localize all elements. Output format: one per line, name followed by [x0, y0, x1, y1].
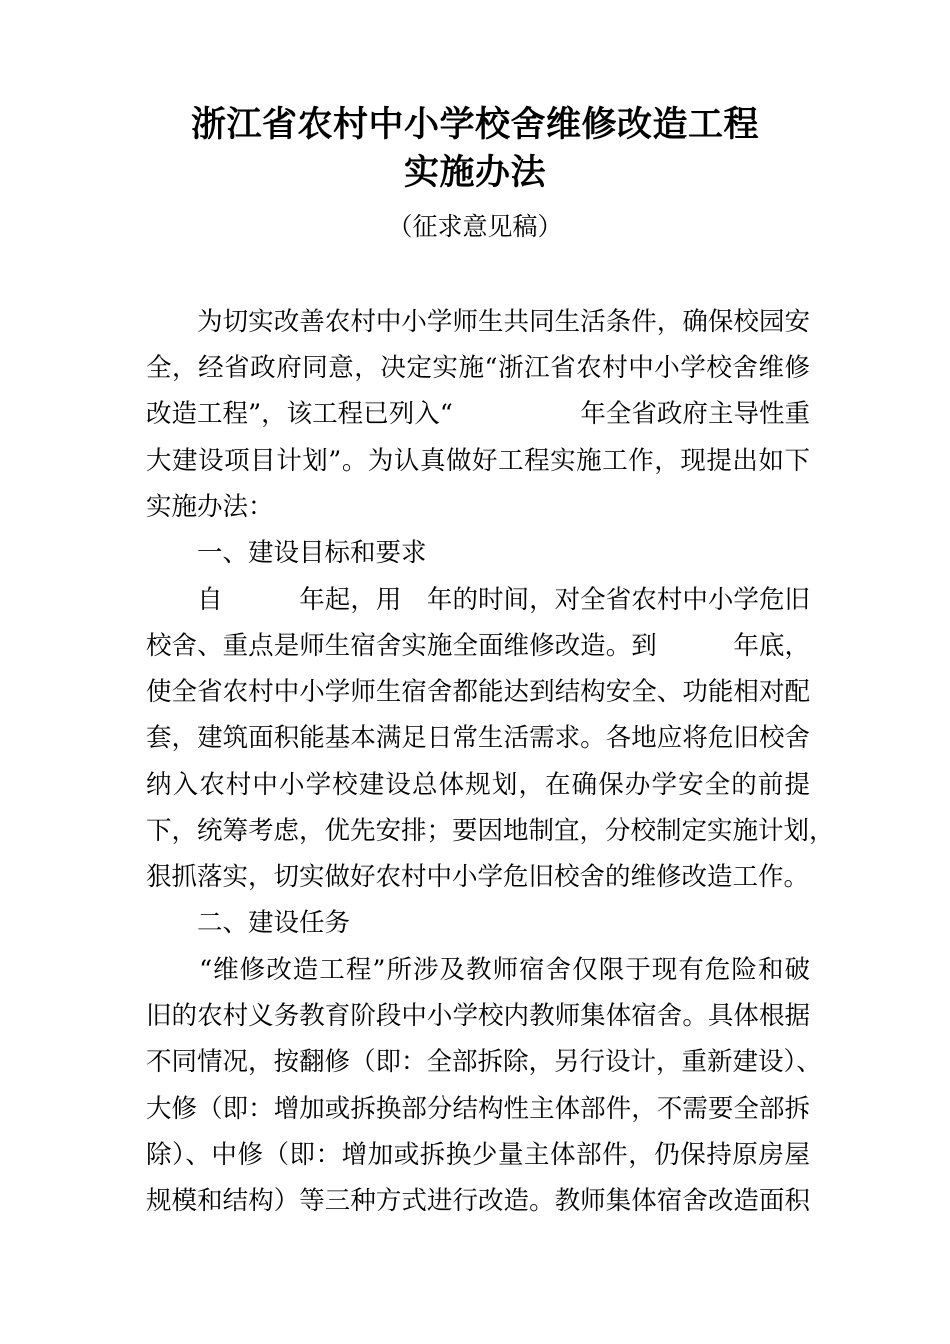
document-title-line1: 浙江省农村中小学校舍维修改造工程 [190, 105, 759, 145]
body-line-5: 实施办法： [146, 492, 274, 522]
document-title-line2: 实施办法 [403, 153, 546, 193]
body-line-3: 改造工程”，该工程已列入“ 年全省政府主导性重 [146, 399, 810, 429]
document-subtitle: （征求意见稿） [387, 212, 563, 241]
body-line-18: 大修（即：增加或拆换部分结构性主体部件，不需要全部拆 [146, 1094, 810, 1124]
section-heading-2: 二、建设任务 [146, 908, 351, 938]
body-line-17: 不同情况，按翻修（即：全部拆除，另行设计，重新建设）、 [146, 1047, 822, 1077]
body-line-2: 全，经省政府同意，决定实施“浙江省农村中小学校舍维修 [146, 353, 810, 383]
body-line-16: 旧的农村义务教育阶段中小学校内教师集体宿舍。具体根据 [146, 1001, 810, 1031]
body-line-19: 除）、中修（即：增加或拆换少量主体部件，仍保持原房屋 [146, 1140, 810, 1170]
body-line-15: “维修改造工程”所涉及教师宿舍仅限于现有危险和破 [146, 955, 810, 985]
body-line-11: 纳入农村中小学校建设总体规划，在确保办学安全的前提 [146, 770, 810, 800]
body-line-13: 狠抓落实，切实做好农村中小学危旧校舍的维修改造工作。 [146, 862, 810, 892]
body-line-4: 大建设项目计划”。为认真做好工程实施工作，现提出如下 [146, 446, 810, 476]
body-line-1: 为切实改善农村中小学师生共同生活条件，确保校园安 [146, 307, 810, 337]
body-line-20: 规模和结构）等三种方式进行改造。教师集体宿舍改造面积 [146, 1186, 810, 1216]
body-line-8: 校舍、重点是师生宿舍实施全面维修改造。到 年底， [146, 631, 810, 661]
body-line-9: 使全省农村中小学师生宿舍都能达到结构安全、功能相对配 [146, 677, 810, 707]
body-line-12: 下，统筹考虑，优先安排；要因地制宜，分校制定实施计划， [146, 816, 835, 846]
body-line-10: 套，建筑面积能基本满足日常生活需求。各地应将危旧校舍 [146, 723, 810, 753]
body-line-7: 自 年起，用 年的时间，对全省农村中小学危旧 [146, 585, 810, 615]
section-heading-1: 一、建设目标和要求 [146, 538, 427, 568]
